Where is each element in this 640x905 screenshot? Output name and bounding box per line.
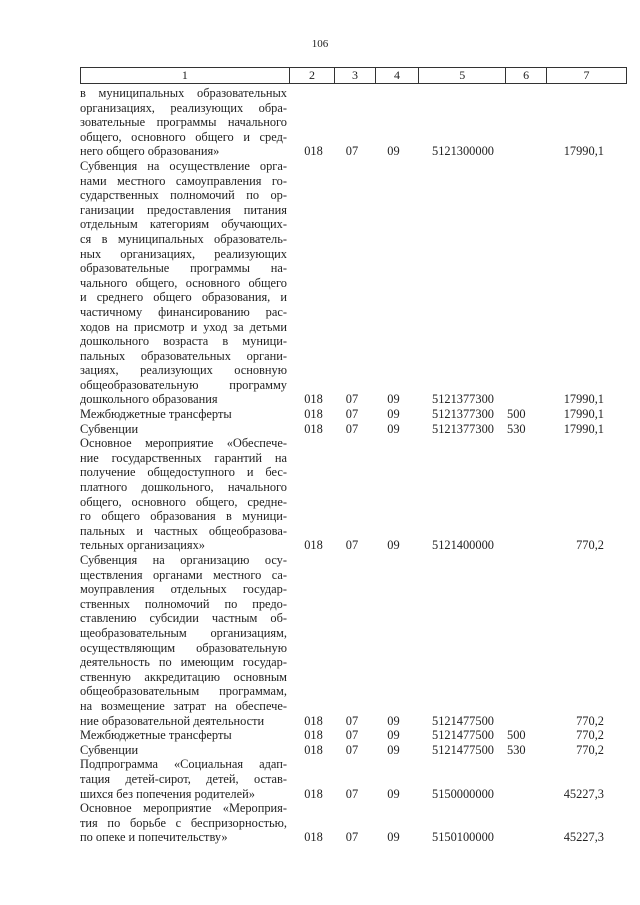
header-col-3: 3 [334, 68, 375, 83]
cell-c6: 530 [507, 421, 526, 436]
description-line: отдельным категориям обучающих- [80, 217, 287, 232]
cell-c2: 018 [304, 830, 323, 845]
cell-c2: 018 [304, 392, 323, 407]
description-line: Межбюджетные трансферты [80, 728, 232, 743]
cell-c2: 018 [304, 728, 323, 743]
cell-c4: 09 [387, 830, 400, 845]
cell-c5: 5121377300 [432, 392, 494, 407]
row-description [80, 743, 287, 758]
header-col-1: 1 [80, 68, 289, 83]
cell-c4: 09 [387, 742, 400, 757]
table-row [80, 743, 627, 758]
cell-c3: 07 [345, 144, 359, 159]
cell-c2: 018 [304, 786, 323, 801]
cell-c3: 07 [345, 830, 359, 845]
row-description [80, 159, 287, 407]
table-body [80, 86, 627, 845]
description-line: ных организациях, реализующих [80, 246, 287, 261]
description-line: Субвенции [80, 742, 139, 757]
description-line: и среднего общего образования, и [80, 290, 287, 305]
description-line: дошкольного образования [80, 392, 218, 407]
description-line: тация детей-сирот, детей, остав- [80, 771, 287, 786]
cell-c7: 17990,1 [563, 144, 604, 159]
description-line: осуществляющим образовательную [80, 640, 287, 655]
cell-c6 [502, 830, 542, 845]
description-line: шихся без попечения родителей» [80, 786, 255, 801]
description-line: организациях, реализующих обра- [80, 100, 287, 115]
row-description [80, 436, 287, 553]
description-line: щеобразовательным организациям, [80, 625, 287, 640]
description-line: тельных организациях» [80, 538, 205, 553]
description-line: деятельность по имеющим государ- [80, 655, 287, 670]
table-row [80, 553, 627, 728]
description-line: получение общедоступного и бес- [80, 465, 287, 480]
cell-c7: 17990,1 [563, 421, 604, 436]
row-description [80, 801, 287, 845]
description-line: ственных полномочий по предо- [80, 596, 287, 611]
cell-c3: 07 [345, 421, 359, 436]
cell-c4: 09 [387, 728, 400, 743]
description-line: зациях, реализующих основную [80, 363, 287, 378]
cell-c5: 5150000000 [432, 786, 494, 801]
description-line: ся в муниципальных образователь- [80, 231, 287, 246]
cell-c3: 07 [345, 713, 359, 728]
description-line: моуправления отдельных государ- [80, 582, 287, 597]
cell-c6 [502, 144, 542, 159]
description-line: сударственных полномочий по ор- [80, 188, 287, 203]
row-description [80, 407, 287, 422]
cell-c7: 17990,1 [563, 392, 604, 407]
cell-c7: 45227,3 [563, 786, 604, 801]
cell-c5: 5121477500 [432, 713, 494, 728]
description-line: платного дошкольного, начального [80, 480, 287, 495]
description-line: образовательные программы на- [80, 261, 287, 276]
description-line: ние государственных гарантий на [80, 450, 287, 465]
header-col-5: 5 [418, 68, 505, 83]
description-line: чального общего, основного общего [80, 275, 287, 290]
cell-c5: 5121300000 [432, 144, 494, 159]
cell-c6: 500 [507, 407, 526, 422]
cell-c2: 018 [304, 407, 323, 422]
cell-c6 [502, 714, 542, 729]
table-row [80, 159, 627, 407]
header-col-7: 7 [546, 68, 627, 83]
cell-c3: 07 [345, 742, 359, 757]
description-line: го общего образования в муници- [80, 509, 287, 524]
table-row [80, 728, 627, 743]
table-row [80, 801, 627, 845]
cell-c7: 770,2 [576, 713, 604, 728]
table-header [80, 67, 627, 84]
description-line: дошкольного возраста в муници- [80, 334, 287, 349]
cell-c4: 09 [387, 392, 400, 407]
cell-c5: 5121477500 [432, 728, 494, 743]
description-line: по опеке и попечительству» [80, 830, 228, 845]
description-line: Основное мероприятие «Обеспече- [80, 436, 287, 451]
row-description [80, 86, 287, 159]
description-line: Межбюджетные трансферты [80, 407, 232, 422]
description-line: Субвенция на осуществление орга- [80, 158, 287, 173]
description-line: зовательные программы начального [80, 115, 287, 130]
cell-c6 [502, 392, 542, 407]
description-line: общего, основного общего и сред- [80, 129, 287, 144]
description-line: ществления органами местного са- [80, 567, 287, 582]
description-line: Субвенции [80, 421, 139, 436]
table-row [80, 436, 627, 553]
description-line: тия по борьбе с беспризорностью, [80, 815, 287, 830]
cell-c7: 770,2 [576, 742, 604, 757]
description-line: ние образовательной деятельности [80, 713, 265, 728]
description-line: общеобразовательным программам, [80, 684, 287, 699]
cell-c4: 09 [387, 144, 400, 159]
description-line: нами местного самоуправления го- [80, 173, 287, 188]
description-line: ходов на присмотр и уход за детьми [80, 319, 287, 334]
cell-c4: 09 [387, 407, 400, 422]
description-line: Основное мероприятие «Мероприя- [80, 801, 287, 816]
cell-c2: 018 [304, 538, 323, 553]
row-description [80, 422, 287, 437]
cell-c3: 07 [345, 786, 359, 801]
table-row [80, 407, 627, 422]
cell-c5: 5121400000 [432, 538, 494, 553]
cell-c3: 07 [345, 407, 359, 422]
cell-c7: 45227,3 [563, 830, 604, 845]
page-number: 106 [311, 38, 329, 50]
cell-c2: 018 [304, 144, 323, 159]
cell-c7: 17990,1 [563, 407, 604, 422]
cell-c2: 018 [304, 713, 323, 728]
cell-c4: 09 [387, 713, 400, 728]
row-description [80, 728, 287, 743]
cell-c6: 500 [507, 728, 526, 743]
cell-c5: 5150100000 [432, 830, 494, 845]
description-line: пальных и частных общеобразова- [80, 523, 287, 538]
cell-c2: 018 [304, 421, 323, 436]
description-line: ставлению субсидии частным об- [80, 611, 287, 626]
cell-c5: 5121377300 [432, 407, 494, 422]
header-col-4: 4 [375, 68, 419, 83]
table-row [80, 422, 627, 437]
description-line: общего, основного общего, средне- [80, 494, 287, 509]
cell-c5: 5121477500 [432, 742, 494, 757]
cell-c4: 09 [387, 538, 400, 553]
cell-c6: 530 [507, 742, 526, 757]
description-line: общеобразовательную программу [80, 377, 287, 392]
cell-c6 [502, 787, 542, 802]
description-line: Подпрограмма «Социальная адап- [80, 757, 287, 772]
cell-c3: 07 [345, 538, 359, 553]
cell-c3: 07 [345, 392, 359, 407]
description-line: ственную аккредитацию основным [80, 669, 287, 684]
row-description [80, 757, 287, 801]
description-line: ганизации предоставления питания [80, 202, 287, 217]
cell-c2: 018 [304, 742, 323, 757]
cell-c4: 09 [387, 421, 400, 436]
description-line: Субвенция на организацию осу- [80, 553, 287, 567]
cell-c5: 5121377300 [432, 421, 494, 436]
row-description [80, 553, 287, 728]
cell-c7: 770,2 [576, 538, 604, 553]
cell-c4: 09 [387, 786, 400, 801]
cell-c3: 07 [345, 728, 359, 743]
header-col-2: 2 [289, 68, 335, 83]
description-line: на возмещение затрат на обеспече- [80, 698, 287, 713]
description-line: пальных образовательных органи- [80, 348, 287, 363]
description-line: частичному финансированию рас- [80, 304, 287, 319]
header-col-6: 6 [505, 68, 546, 83]
description-line: него общего образования» [80, 144, 220, 159]
description-line: в муниципальных образовательных [80, 86, 287, 100]
cell-c7: 770,2 [576, 728, 604, 743]
cell-c6 [502, 538, 542, 553]
table-row [80, 86, 627, 159]
table-row [80, 757, 627, 801]
